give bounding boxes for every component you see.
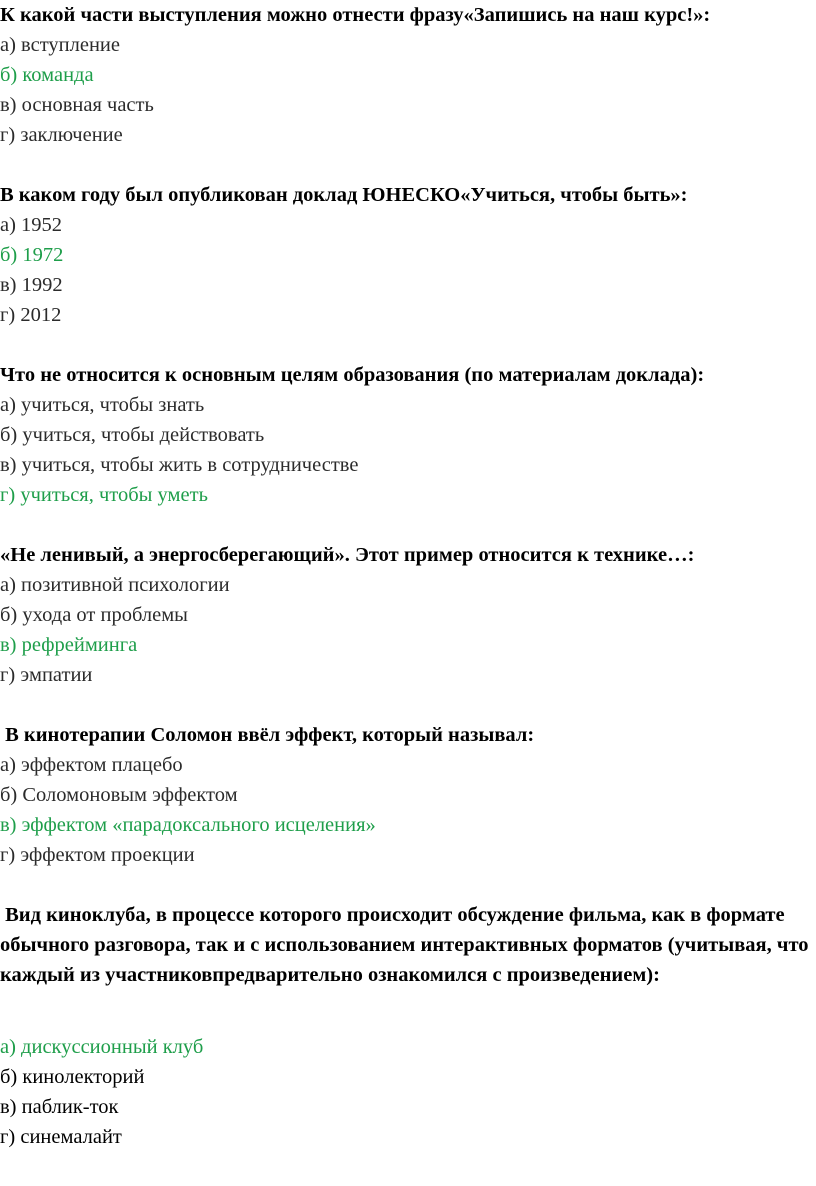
question-6-text: Вид киноклуба, в процессе которого происходит обсуждение фильма, как в формате обычного разговора, так и с использованием интерактивных форматов (учитывая, что каждый из участниковпредварительно ознакомился с произведением): [0, 904, 814, 986]
question-1-text: К какой части выступления можно отнести фразу«Запишись на наш курс!»: [0, 4, 711, 26]
question-6-option-d: г) синемалайт [0, 1126, 122, 1148]
question-5-text: В кинотерапии Соломон ввёл эффект, который называл: [0, 724, 535, 746]
question-4-option-d: г) эмпатии [0, 664, 93, 686]
question-4-option-c-correct: в) рефрейминга [0, 634, 138, 656]
question-6-option-b: б) кинолекторий [0, 1066, 145, 1088]
question-3-option-c: в) учиться, чтобы жить в сотрудничестве [0, 454, 359, 476]
question-2-option-a: а) 1952 [0, 214, 63, 236]
question-4-option-b: б) ухода от проблемы [0, 604, 188, 626]
question-4-text: «Не ленивый, а энергосберегающий». Этот пример относится к технике…: [0, 544, 695, 566]
question-4-option-a: а) позитивной психологии [0, 574, 230, 596]
question-6-option-c: в) паблик-ток [0, 1096, 119, 1118]
question-5-option-c-correct: в) эффектом «парадоксального исцеления» [0, 814, 376, 836]
question-1-option-a: а) вступление [0, 34, 120, 56]
question-3-option-b: б) учиться, чтобы действовать [0, 424, 265, 446]
question-1-option-d: г) заключение [0, 124, 123, 146]
question-2-option-d: г) 2012 [0, 304, 62, 326]
question-2-option-c: в) 1992 [0, 274, 63, 296]
question-5-option-d: г) эффектом проекции [0, 844, 195, 866]
question-3-text: Что не относится к основным целям образования (по материалам доклада): [0, 364, 705, 386]
question-3-option-a: а) учиться, чтобы знать [0, 394, 205, 416]
question-3-option-d-correct: г) учиться, чтобы уметь [0, 484, 208, 506]
question-1-option-c: в) основная часть [0, 94, 154, 116]
question-6-option-a-correct: а) дискуссионный клуб [0, 1036, 204, 1058]
question-5-option-b: б) Соломоновым эффектом [0, 784, 238, 806]
question-1-option-b-correct: б) команда [0, 64, 94, 86]
question-2-text: В каком году был опубликован доклад ЮНЕСКО«Учиться, чтобы быть»: [0, 184, 688, 206]
question-5-option-a: а) эффектом плацебо [0, 754, 183, 776]
question-2-option-b-correct: б) 1972 [0, 244, 64, 266]
